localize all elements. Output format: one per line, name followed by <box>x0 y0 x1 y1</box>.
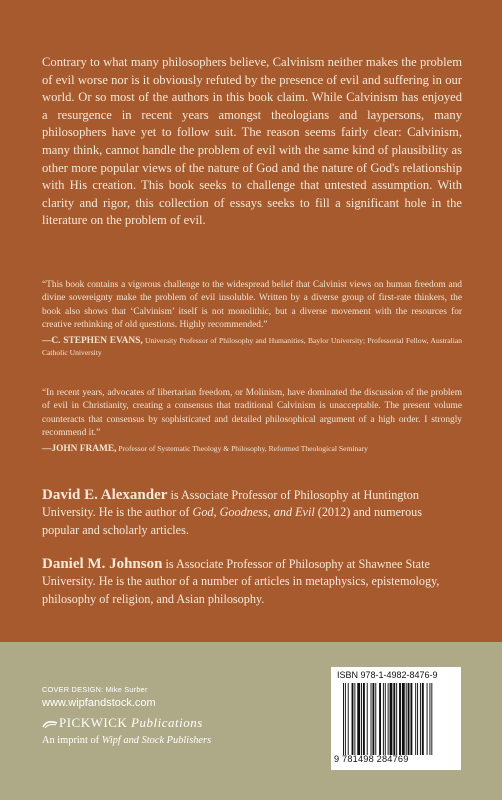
endorser-name: —C. STEPHEN EVANS, <box>42 335 143 346</box>
endorsement-quote: “In recent years, advocates of libertarian freedom, or Molinism, have dominated the discussion of the problem of evil in Christianity, creating a consensus that traditional Calvinism is unacceptable. The present volume counteracts that consensus by sophisticated and detailed philosophical argument of a high order. I strongly recommend it.” <box>42 388 462 439</box>
barcode-digits: 9 781498 284769 <box>334 754 409 764</box>
author-bio-text: is Associate Professor of Philosophy at Huntington University. He is the author of <box>42 488 419 520</box>
publisher-website: www.wipfandstock.com <box>42 697 156 709</box>
barcode-icon <box>343 683 451 755</box>
imprint-line <box>42 735 211 746</box>
endorsement-attribution <box>42 335 462 358</box>
endorser-affiliation: University Professor of Philosophy and Humanities, Baylor University; Professorial Fellow, Australian Catholic University <box>42 335 462 357</box>
imprint-name: Wipf and Stock Publishers <box>101 735 212 746</box>
publisher-logo <box>42 715 203 731</box>
imprint-prefix: An imprint of <box>42 735 102 746</box>
cover-design-credit: COVER DESIGN: Mike Surber <box>42 685 148 694</box>
endorsement-evans <box>42 279 462 358</box>
back-cover-lower-panel <box>0 642 502 800</box>
endorser-affiliation: Professor of Systematic Theology & Philosophy, Reformed Theological Seminary <box>118 443 368 453</box>
pickwick-logo-icon <box>42 720 58 729</box>
author-bio-alexander <box>42 487 462 539</box>
author-bio-text: is Associate Professor of Philosophy at Shawnee State University. He is the author of a number of articles in metaphysics, epistemology, philosophy of religion, and Asian philosophy. <box>42 557 440 606</box>
author-name: David E. Alexander <box>42 487 168 503</box>
endorsement-attribution <box>42 443 462 455</box>
isbn-label: ISBN 978-1-4982-8476-9 <box>337 670 438 680</box>
endorser-name: —JOHN FRAME, <box>42 443 117 454</box>
author-book-title: God, Goodness, and Evil <box>192 505 315 520</box>
endorsement-frame <box>42 387 462 455</box>
author-bio-text-end: (2012) and numerous popular and scholarly articles. <box>42 505 423 537</box>
publisher-name-italic: Publications <box>131 715 203 730</box>
author-bio-johnson <box>42 556 462 608</box>
author-name: Daniel M. Johnson <box>42 556 163 572</box>
endorsement-quote: “This book contains a vigorous challenge to the widespread belief that Calvinist views on human freedom and divine sovereignty make the problem of evil insoluble. Written by a diverse group of first-rate thinkers, the book also shows that ‘Calvinism’ itself is not monolithic, but a diverse movement with the resources for creative rethinking of old questions. Highly recommended.” <box>42 280 462 331</box>
publisher-name-caps: PICKWICK <box>59 715 128 730</box>
barcode-box <box>331 667 461 770</box>
book-description: Contrary to what many philosophers believe, Calvinism neither makes the problem of evil worse nor is it obviously refuted by the presence of evil and suffering in our world. Or so most of the authors in this book claim. While Calvinism has enjoyed a resurgence in recent years amongst theologians and laypersons, many philosophers have yet to follow suit. The reason seems fairly clear: Calvinism, many think, cannot handle the problem of evil with the same kind of plausibility as other more popular views of the nature of God and the nature of God's relationship with His creation. This book seeks to challenge that untested assumption. With clarity and rigor, this collection of essays seeks to fill a significant hole in the literature on the problem of evil. <box>42 55 462 228</box>
